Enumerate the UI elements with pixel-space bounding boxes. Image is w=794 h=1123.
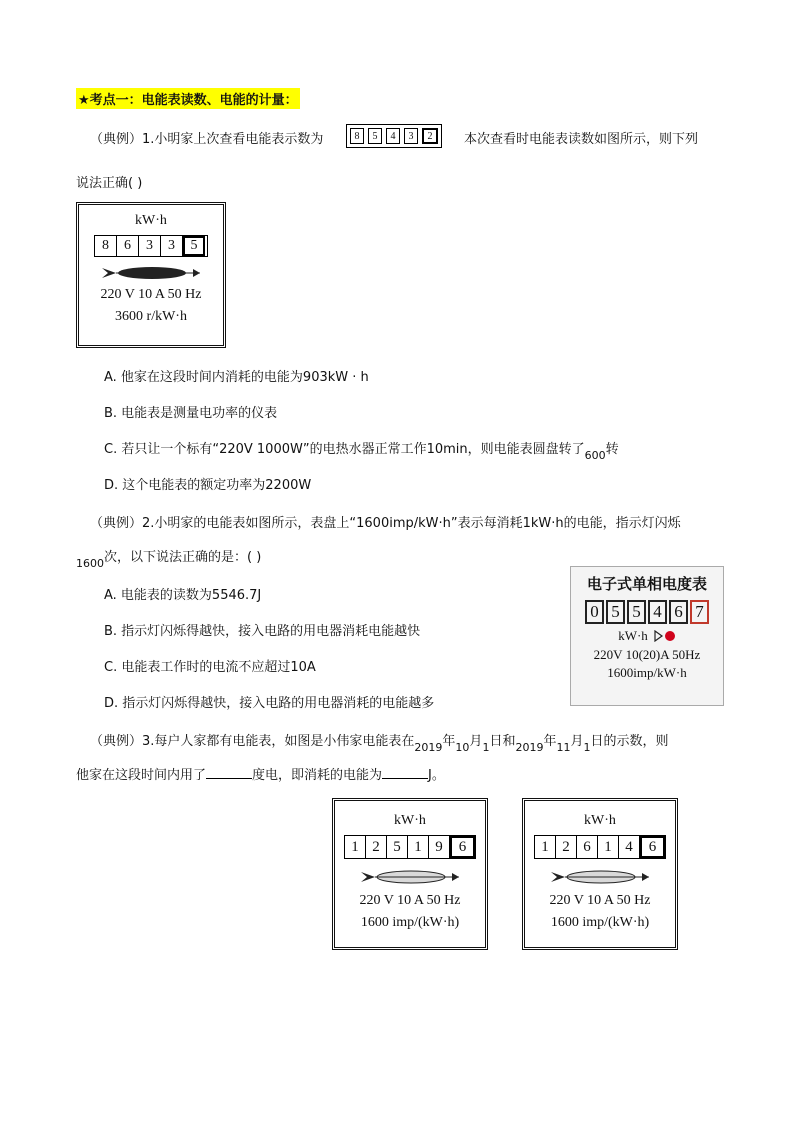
q1-option-c-number: 600 (584, 449, 606, 462)
q2-meter-unit-row (571, 628, 723, 644)
answer-blank-kwh[interactable] (206, 766, 252, 779)
q2-option-a: A. 电能表的读数为5546.7J (104, 588, 262, 603)
q3-meter-oct (332, 798, 488, 950)
q3-meter-digit: 2 (556, 836, 577, 858)
q2-meter-unit: kW·h (618, 628, 648, 643)
q2-meter-digit: 4 (648, 600, 667, 624)
q1-suffix: 本次查看时电能表读数如图所示，则下列 (464, 132, 699, 147)
section-heading: ★考点一：电能表读数、电能的计量： (76, 88, 300, 109)
q3-meter-rate: 1600 imp/(kW·h) (360, 915, 460, 930)
q3-meter-digit: 1 (535, 836, 556, 858)
q1-option-b: B. 电能表是测量电功率的仪表 (104, 406, 278, 421)
q3-text: 年 (442, 734, 456, 749)
q3-meter-digit: 1 (345, 836, 366, 858)
indicator-light-icon (654, 630, 676, 642)
q2-meter-digit: 0 (585, 600, 604, 624)
q3-text: 月 (469, 734, 483, 749)
q3-day1: 1 (482, 741, 490, 754)
q1-old-digit: 5 (368, 128, 382, 144)
q1-old-digit: 3 (404, 128, 418, 144)
q3-meter-digit: 4 (619, 836, 640, 858)
q3-meter-digit: 6 (450, 836, 475, 858)
q1-option-c (104, 438, 619, 462)
q1-meter-spec: 220 V 10 A 50 Hz (100, 287, 202, 302)
q3-text: 日和 (489, 734, 516, 749)
q2-option-d: D. 指示灯闪烁得越快，接入电路的用电器消耗的电能越多 (104, 696, 435, 711)
q3-meter-spec: 220 V 10 A 50 Hz (549, 893, 651, 908)
q3-meter-unit: kW·h (584, 813, 616, 828)
q3-meter-digit: 6 (577, 836, 598, 858)
q2-meter-digit-decimal: 7 (690, 600, 709, 624)
q2-meter-spec: 220V 10(20)A 50Hz (593, 647, 701, 662)
rotating-disc-icon (355, 867, 465, 887)
q1-old-digit: 8 (350, 128, 364, 144)
q3-meter-digit: 1 (598, 836, 619, 858)
q3-line2 (76, 764, 445, 783)
q3-day2: 1 (583, 741, 591, 754)
q1-old-digit: 4 (386, 128, 400, 144)
q2-meter-digit: 6 (669, 600, 688, 624)
q1-meter (76, 202, 226, 348)
q3-meter-unit: kW·h (394, 813, 426, 828)
q1-option-c-text: C. 若只让一个标有“220V 1000W”的电热水器正常工作10min，则电能表圆盘转了 (104, 442, 585, 457)
q3-text: 年 (543, 734, 557, 749)
q3-meter-digit: 5 (387, 836, 408, 858)
q2-meter-rate: 1600imp/kW·h (607, 665, 687, 680)
q1-meter-unit: kW·h (135, 213, 167, 228)
q1-meter-digits (94, 235, 208, 257)
q1-old-reading (346, 124, 442, 148)
q3-meter-digits (534, 835, 666, 859)
q2-line2-text: 次，以下说法正确的是：( ) (104, 550, 262, 565)
q1-meter-digit: 6 (117, 236, 139, 256)
q1-option-d: D. 这个电能表的额定功率为2200W (104, 478, 312, 493)
q1-old-digit: 2 (422, 128, 438, 144)
q3-meter-digit: 9 (429, 836, 450, 858)
q2-meter-digit: 5 (627, 600, 646, 624)
q3-year1: 2019 (414, 741, 443, 754)
q3-month1: 10 (455, 741, 470, 754)
q3-text: 他家在这段时间内用了 (76, 768, 207, 783)
q1-prefix: （典例）1.小明家上次查看电能表示数为 (90, 132, 324, 147)
q3-text: 日的示数，则 (590, 734, 669, 749)
q1-line1 (90, 128, 323, 147)
q2-line1: （典例）2.小明家的电能表如图所示，表盘上“1600imp/kW·h”表示每消耗1kW·h的电能，指示灯闪烁 (90, 516, 681, 531)
q1-option-c-unit: 转 (605, 442, 619, 457)
q2-meter-title: 电子式单相电度表 (586, 575, 707, 593)
q3-meter-spec: 220 V 10 A 50 Hz (359, 893, 461, 908)
q3-meter-digit: 2 (366, 836, 387, 858)
q2-option-b: B. 指示灯闪烁得越快，接入电路的用电器消耗电能越快 (104, 624, 421, 639)
q1-meter-digit: 3 (139, 236, 161, 256)
q1-meter-rate: 3600 r/kW·h (115, 309, 187, 324)
q2-number: 1600 (76, 557, 104, 570)
q3-month2: 11 (556, 741, 571, 754)
q2-meter-digits (571, 600, 723, 624)
rotating-disc-icon (545, 867, 655, 887)
q2-option-c: C. 电能表工作时的电流不应超过10A (104, 660, 316, 675)
q3-meter-digit: 1 (408, 836, 429, 858)
q3-line1 (90, 730, 669, 754)
q3-meter-digit: 6 (640, 836, 665, 858)
q2-meter-digit: 5 (606, 600, 625, 624)
q3-meter-digits (344, 835, 476, 859)
q3-meter-nov (522, 798, 678, 950)
q2-electronic-meter (570, 566, 724, 706)
q2-line2 (76, 546, 261, 570)
rotating-disc-icon (96, 263, 206, 283)
q3-text: J。 (428, 768, 445, 783)
q3-meter-rate: 1600 imp/(kW·h) (550, 915, 650, 930)
answer-blank-joules[interactable] (382, 766, 428, 779)
q1-meter-digit: 3 (161, 236, 183, 256)
q3-year2: 2019 (515, 741, 544, 754)
q1-meter-digit: 5 (183, 236, 205, 256)
q1-option-a: A. 他家在这段时间内消耗的电能为903kW · h (104, 370, 369, 385)
q1-line2: 说法正确( ) (76, 176, 143, 191)
q3-text: 月 (570, 734, 584, 749)
q3-text: 度电，即消耗的电能为 (252, 768, 383, 783)
q1-meter-digit: 8 (95, 236, 117, 256)
q3-text: （典例）3.每户人家都有电能表，如图是小伟家电能表在 (90, 734, 415, 749)
